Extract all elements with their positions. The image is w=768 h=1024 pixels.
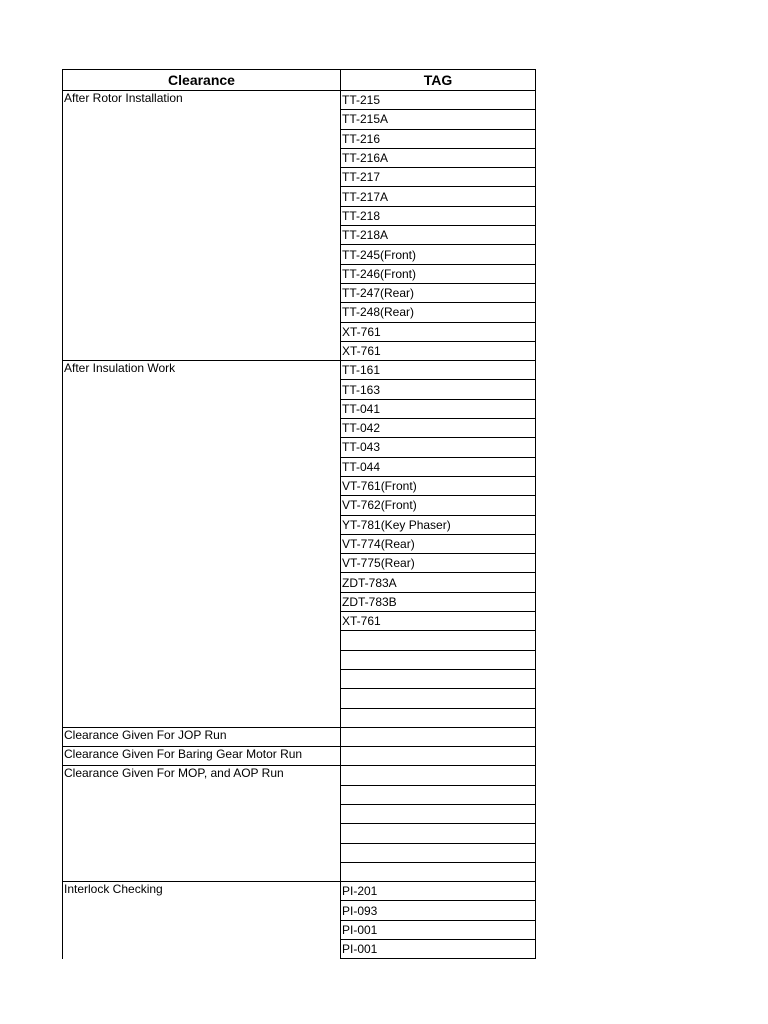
tag-cell: VT-761(Front) [341, 476, 536, 495]
spreadsheet-page [62, 69, 535, 959]
tag-cell: TT-218A [341, 226, 536, 245]
tag-cell: TT-248(Rear) [341, 303, 536, 322]
table-row [63, 361, 536, 380]
table-body [63, 91, 536, 959]
tag-cell: TT-044 [341, 457, 536, 476]
tag-cell [341, 631, 536, 650]
clearance-tag-table [62, 69, 536, 959]
header-tag: TAG [341, 70, 536, 91]
tag-cell: PI-201 [341, 882, 536, 901]
tag-cell [341, 824, 536, 843]
tag-cell [341, 708, 536, 727]
tag-cell: XT-761 [341, 322, 536, 341]
table-row [63, 727, 536, 746]
tag-cell: TT-216A [341, 148, 536, 167]
clearance-cell: After Insulation Work [63, 361, 341, 728]
table-row [63, 766, 536, 785]
table-row [63, 747, 536, 766]
table-row [63, 882, 536, 901]
tag-cell: VT-762(Front) [341, 496, 536, 515]
header-clearance: Clearance [63, 70, 341, 91]
tag-cell: ZDT-783B [341, 592, 536, 611]
tag-cell: TT-247(Rear) [341, 283, 536, 302]
clearance-cell: Clearance Given For MOP, and AOP Run [63, 766, 341, 882]
tag-cell: TT-041 [341, 399, 536, 418]
header-row [63, 70, 536, 91]
tag-cell: ZDT-783A [341, 573, 536, 592]
tag-cell [341, 862, 536, 881]
tag-cell [341, 747, 536, 766]
tag-cell: TT-216 [341, 129, 536, 148]
clearance-cell: After Rotor Installation [63, 91, 341, 361]
tag-cell [341, 669, 536, 688]
clearance-cell: Clearance Given For Baring Gear Motor Run [63, 747, 341, 766]
tag-cell: PI-001 [341, 940, 536, 959]
tag-cell: TT-215 [341, 91, 536, 110]
tag-cell: TT-218 [341, 206, 536, 225]
tag-cell [341, 689, 536, 708]
tag-cell [341, 727, 536, 746]
tag-cell [341, 766, 536, 785]
table-row [63, 91, 536, 110]
tag-cell: PI-001 [341, 920, 536, 939]
tag-cell: TT-215A [341, 110, 536, 129]
tag-cell: XT-761 [341, 341, 536, 360]
tag-cell: TT-161 [341, 361, 536, 380]
tag-cell: VT-775(Rear) [341, 554, 536, 573]
tag-cell: TT-042 [341, 419, 536, 438]
tag-cell: TT-246(Front) [341, 264, 536, 283]
tag-cell: VT-774(Rear) [341, 534, 536, 553]
tag-cell: TT-217A [341, 187, 536, 206]
tag-cell [341, 650, 536, 669]
tag-cell [341, 785, 536, 804]
tag-cell [341, 804, 536, 823]
clearance-cell: Interlock Checking [63, 882, 341, 959]
tag-cell: YT-781(Key Phaser) [341, 515, 536, 534]
tag-cell: TT-245(Front) [341, 245, 536, 264]
tag-cell: TT-163 [341, 380, 536, 399]
tag-cell: TT-217 [341, 168, 536, 187]
tag-cell: XT-761 [341, 612, 536, 631]
tag-cell: PI-093 [341, 901, 536, 920]
tag-cell: TT-043 [341, 438, 536, 457]
tag-cell [341, 843, 536, 862]
clearance-cell: Clearance Given For JOP Run [63, 727, 341, 746]
